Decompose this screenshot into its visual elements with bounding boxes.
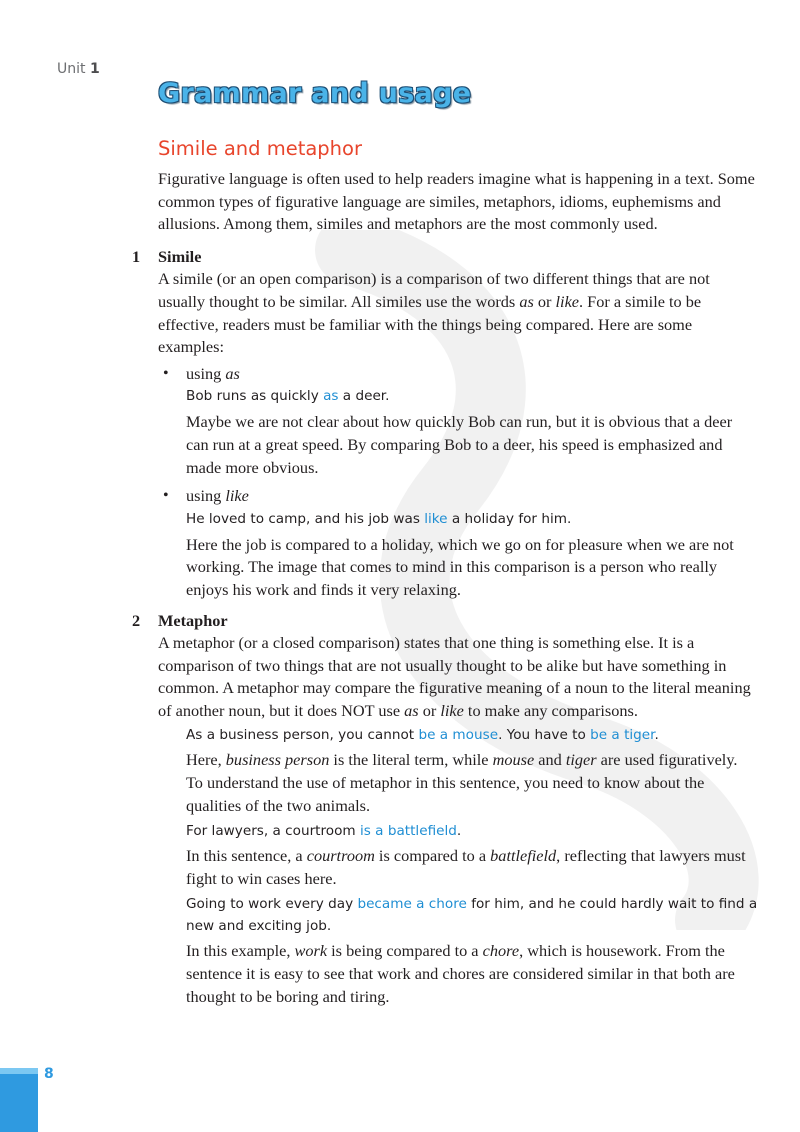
example-sentence: Going to work every day became a chore for him, and he could hardly wait to find a new and exciting job. (186, 896, 758, 935)
metaphor-description: A metaphor (or a closed comparison) states that one thing is something else. It is a comparison of two things that are not usually thought to be alike but have something in common. A metaphor may compare the figurative meaning of a noun to the literal meaning of another noun, but it does NOT use as or like to make any comparisons. (158, 633, 751, 720)
bullet-using-as (158, 363, 758, 479)
simile-section (130, 246, 758, 602)
example-explanation: Here the job is compared to a holiday, which we go on for pleasure when we are not working. The image that comes to mind in this comparison is a person who really enjoys his work and finds it very relaxing. (186, 534, 734, 599)
page-tab (0, 1068, 38, 1132)
item-number: 2 (132, 610, 141, 630)
bullet-icon: • (163, 364, 169, 382)
bullet-using-like (158, 485, 758, 601)
section-heading: Simile and metaphor (158, 137, 362, 160)
metaphor-examples (186, 724, 758, 1008)
example-explanation: Here, business person is the literal term, while mouse and tiger are used figuratively. To understand the use of metaphor in this sentence, you need to know about the qualities of the two animals. (186, 750, 738, 815)
page-title: Grammar and usage (158, 78, 472, 109)
page-number: 8 (44, 1066, 54, 1082)
example-explanation: In this sentence, a courtroom is compared to a battlefield, reflecting that lawyers must fight to win cases here. (186, 846, 746, 888)
unit-label: Unit 1 (57, 61, 100, 77)
item-title: Simile (158, 246, 202, 266)
example-sentence: Bob runs as quickly as a deer. (186, 388, 390, 405)
simile-description: A simile (or an open comparison) is a comparison of two different things that are not usually thought to be similar. All similes use the words as or like. For a simile to be effective, readers must be familiar with the things being compared. Here are some examples: (158, 269, 710, 357)
bullet-label: using as (186, 363, 240, 383)
metaphor-section (130, 610, 758, 1009)
bullet-icon: • (163, 487, 169, 505)
example-sentence: He loved to camp, and his job was like a holiday for him. (186, 510, 572, 527)
bullet-label: using like (186, 486, 249, 506)
item-number: 1 (132, 246, 141, 266)
main-content (132, 133, 758, 1011)
example-explanation: Maybe we are not clear about how quickly Bob can run, but it is obvious that a deer can run at a great speed. By comparing Bob to a deer, his speed is emphasized and made more obvious. (186, 412, 733, 477)
example-sentence: For lawyers, a courtroom is a battlefield. (186, 823, 462, 840)
example-explanation: In this example, work is being compared to a chore, which is housework. From the sentence it is easy to see that work and chores are considered similar in that both are thought to be boring and tiring. (186, 941, 735, 1006)
example-sentence: As a business person, you cannot be a mouse. You have to be a tiger. (186, 727, 659, 744)
item-title: Metaphor (158, 610, 228, 630)
intro-paragraph: Figurative language is often used to help readers imagine what is happening in a text. Some common types of figurative language are similes, metaphors, idioms, euphemisms and allusions. Among them, similes and metaphors are the most commonly used. (158, 169, 755, 234)
simile-examples (158, 363, 758, 602)
